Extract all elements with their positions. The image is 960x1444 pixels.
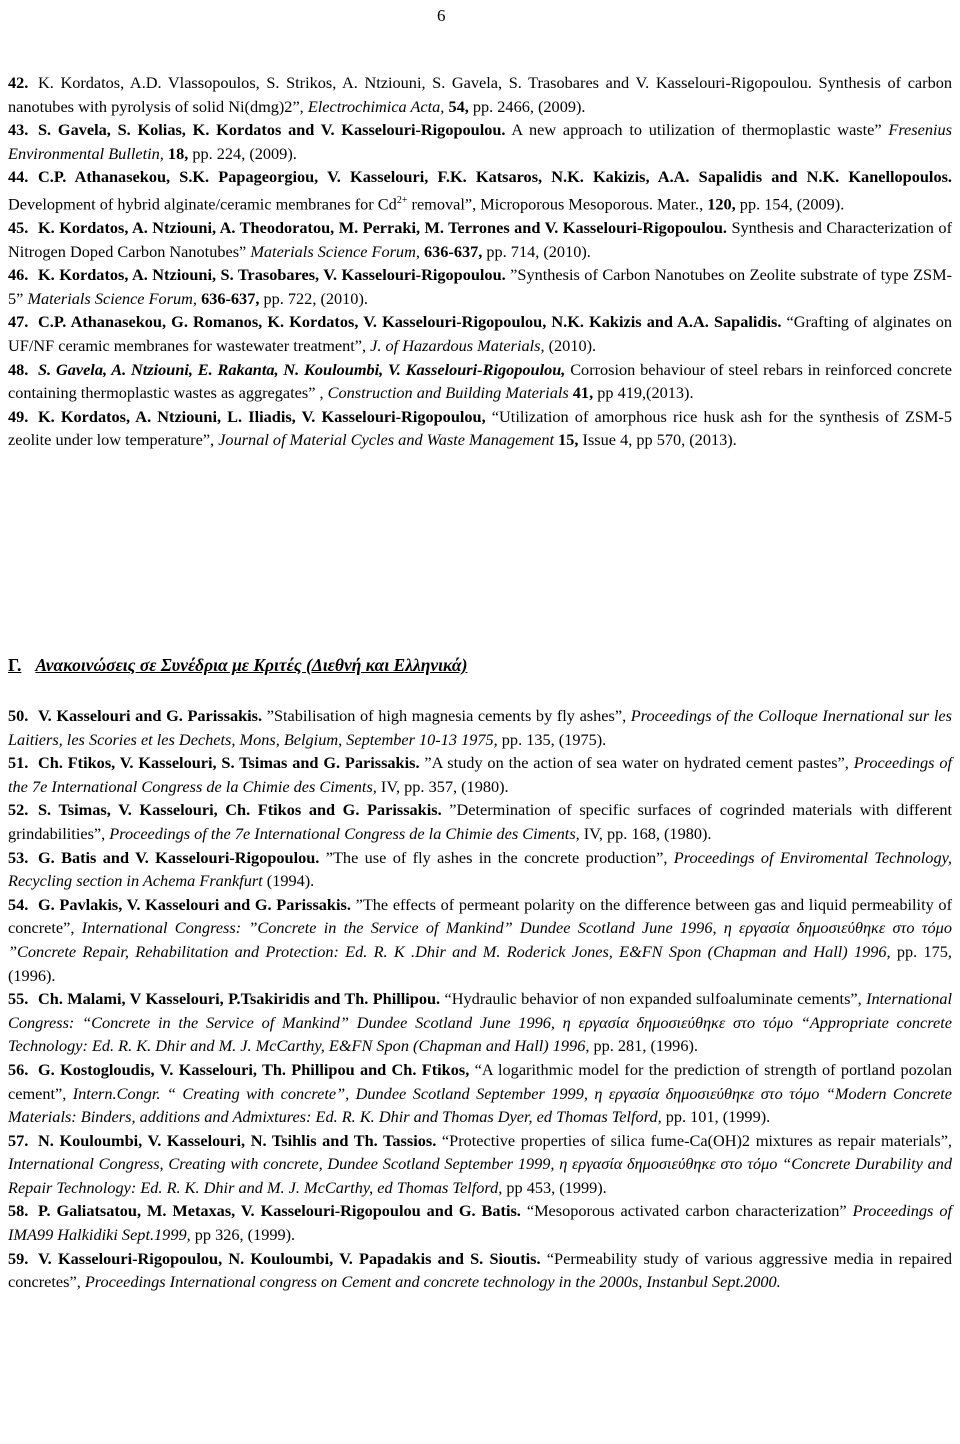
reference-volume: 54, <box>444 96 469 116</box>
reference-49 <box>8 405 952 452</box>
references-block-a <box>8 71 952 452</box>
reference-journal: Journal of Material Cycles and Waste Management <box>214 430 555 450</box>
reference-number: 49. <box>8 406 29 426</box>
reference-title: “Permeability study of various aggressive media in repaired concretes”, <box>8 1248 952 1292</box>
reference-journal: Fresenius Environmental Bulletin, <box>8 120 952 163</box>
reference-50 <box>8 704 952 751</box>
reference-58 <box>8 1199 952 1246</box>
reference-56 <box>8 1058 952 1129</box>
reference-authors: P. Galiatsatou, M. Metaxas, V. Kasselouri-Rigopoulou and G. Batis. <box>38 1201 521 1221</box>
reference-number: 56. <box>8 1059 29 1079</box>
reference-title: Synthesis of carbon nanotubes with pyrolysis of solid Ni(dmg)2”, <box>8 73 952 116</box>
reference-journal: J. of Hazardous Materials, <box>366 335 545 355</box>
reference-number: 54. <box>8 894 29 914</box>
references-block-b <box>8 704 952 1294</box>
reference-pages: (2010). <box>544 335 597 355</box>
reference-authors: K. Kordatos, A.D. Vlassopoulos, S. Strikos, A. Ntziouni, S. Gavela, S. Trasobares and V. Kasselouri-Rigopoulou. <box>38 73 812 92</box>
reference-journal: International Congress, Creating with concrete, Dundee Scotland September 1999, η εργασία δημοσιεύθηκε στο τόμο “Concrete Durability and Repair Technology: Ed. R. K. Dhir and M. J. McCarthy, ed Thomas Telford, <box>8 1154 952 1197</box>
reference-55 <box>8 987 952 1058</box>
reference-pages: pp 453, (1999). <box>502 1177 607 1197</box>
reference-pages: IV, pp. 168, (1980). <box>579 823 712 843</box>
reference-46 <box>8 263 952 310</box>
reference-number: 42. <box>8 73 29 92</box>
reference-volume: 18, <box>163 143 189 163</box>
reference-title: “Grafting of alginates on UF/NF ceramic membranes for wastewater treatment”, <box>8 312 952 355</box>
reference-pages: pp. 714, (2010). <box>482 241 591 261</box>
reference-52 <box>8 798 952 845</box>
reference-authors: G. Batis and V. Kasselouri-Rigopoulou. <box>38 847 320 867</box>
reference-number: 53. <box>8 847 29 867</box>
reference-number: 43. <box>8 120 29 140</box>
reference-authors: Ch. Malami, V Kasselouri, P.Tsakiridis and Th. Phillipou. <box>38 989 441 1009</box>
page-number: 6 <box>437 6 446 25</box>
reference-authors: V. Kasselouri and G. Parissakis. <box>38 706 263 725</box>
reference-authors: K. Kordatos, A. Ntziouni, S. Trasobares, V. Kasselouri-Rigopoulou. <box>38 265 506 285</box>
reference-53 <box>8 846 952 893</box>
reference-54 <box>8 893 952 987</box>
reference-authors: G. Pavlakis, V. Kasselouri and G. Parissakis. <box>38 894 351 914</box>
reference-journal: Materials Science Forum, <box>246 241 420 261</box>
reference-title: ”Determination of specific surfaces of cogrinded materials with different grindabilities”, <box>8 800 953 843</box>
reference-journal: Electrochimica Acta, <box>307 96 445 116</box>
reference-pages: pp. 135, (1975). <box>497 729 607 749</box>
reference-pages: pp. 224, (2009). <box>188 143 297 163</box>
reference-title: “A logarithmic model for the prediction of strength of portland pozolan cement”, <box>8 1059 952 1103</box>
reference-number: 46. <box>8 265 29 285</box>
reference-number: 50. <box>8 706 29 725</box>
reference-title: ”Stabilisation of high magnesia cements by fly ashes”, <box>262 706 627 725</box>
reference-title-continued: removal”, Microporous Mesoporous. Mater., <box>407 194 704 214</box>
reference-number: 58. <box>8 1201 29 1221</box>
reference-superscript: 2+ <box>396 194 408 206</box>
reference-authors: V. Kasselouri-Rigopoulou, N. Kouloumbi, V. Papadakis and S. Sioutis. <box>38 1248 541 1268</box>
reference-47 <box>8 310 952 357</box>
reference-journal: Proceedings of the Colloque Inernational sur les Laitiers, les Scories et les Dechets, Mons, Belgium, September 10-13 1975, <box>8 706 952 749</box>
reference-journal: International Congress: ”Concrete in the Service of Mankind” Dundee Scotland June 1996, η εργασία δημοσιεύθηκε στο τόμο ”Concrete Repair, Rehabilitation and Protection: Ed. R. K .Dhir and M. Roderick Jones, E&FN Spon (Chapman and Hall) 1996, <box>8 918 952 961</box>
section-letter: Γ. <box>8 655 22 675</box>
reference-journal: Proceedings of IMA99 Halkidiki Sept.1999, <box>8 1201 953 1245</box>
reference-journal: Proceedings of Enviromental Technology, Recycling section in Achema Frankfurt <box>8 847 952 891</box>
reference-title: Development of hybrid alginate/ceramic membranes for Cd <box>8 194 397 214</box>
reference-volume: 636-637, <box>419 241 483 261</box>
reference-42 <box>8 71 952 118</box>
reference-pages: pp 326, (1999). <box>190 1225 296 1245</box>
reference-authors: N. Kouloumbi, V. Kasselouri, N. Tsihlis and Th. Tassios. <box>38 1130 437 1150</box>
reference-number: 51. <box>8 753 29 773</box>
reference-57 <box>8 1129 952 1200</box>
reference-journal: Construction and Building Materials <box>323 383 569 403</box>
reference-title: “Protective properties of silica fume-Ca(OH)2 mixtures as repair materials”, <box>436 1130 952 1150</box>
reference-number: 44. <box>8 167 29 187</box>
reference-pages: pp. 154, (2009). <box>735 194 845 214</box>
reference-authors: S. Gavela, S. Kolias, K. Kordatos and V. Kasselouri-Rigopoulou. <box>38 120 506 140</box>
reference-pages: pp. 101, (1999). <box>661 1107 771 1127</box>
reference-volume: 41, <box>568 383 594 403</box>
reference-pages: pp 419,(2013). <box>593 383 694 403</box>
reference-pages: pp. 722, (2010). <box>259 288 368 308</box>
reference-title: Corrosion behaviour of steel rebars in reinforced concrete containing thermoplastic wastes as aggregates” , <box>8 359 952 403</box>
reference-authors: S. Gavela, A. Ntziouni, E. Rakanta, N. Kouloumbi, V. Kasselouri-Rigopoulou, <box>38 359 566 379</box>
reference-authors: K. Kordatos, A. Ntziouni, A. Theodoratou, M. Perraki, M. Terrones and V. Kasselouri-Rigopoulou. <box>38 217 727 237</box>
reference-48 <box>8 358 952 405</box>
reference-45 <box>8 216 952 263</box>
reference-title: Synthesis and Characterization of Nitrogen Doped Carbon Nanotubes” <box>8 217 952 261</box>
reference-43 <box>8 118 952 165</box>
reference-authors: S. Tsimas, V. Kasselouri, Ch. Ftikos and G. Parissakis. <box>38 800 442 820</box>
reference-authors: K. Kordatos, A. Ntziouni, L. Iliadis, V. Kasselouri-Rigopoulou, <box>38 406 486 426</box>
reference-journal: Materials Science Forum, <box>23 288 197 308</box>
reference-journal: International Congress: “Concrete in the Service of Mankind” Dundee Scotland June 1996, η εργασία δημοσιεύθηκε στο τόμο “Appropriate concrete Technology: Ed. R. K. Dhir and M. J. McCarthy, E&FN Spon (Chapman and Hall) 1996, <box>8 989 953 1056</box>
reference-59 <box>8 1247 952 1294</box>
reference-journal: Intern.Congr. “ Creating with concrete”, Dundee Scotland September 1999, η εργασία δημοσιεύθηκε στο τόμο “Modern Concrete Materials: Binders, additions and Admixtures: Ed. R. K. Dhir and Thomas Dyer, ed Thomas Telford, <box>8 1083 952 1127</box>
reference-number: 55. <box>8 989 29 1009</box>
reference-authors: G. Kostogloudis, V. Kasselouri, Th. Phillipou and Ch. Ftikos, <box>38 1059 470 1079</box>
reference-number: 59. <box>8 1248 29 1268</box>
reference-title: “Utilization of amorphous rice husk ash for the synthesis of ZSM-5 zeolite under low temperature”, <box>8 406 952 450</box>
reference-pages: (1994). <box>262 871 315 891</box>
reference-number: 57. <box>8 1130 29 1150</box>
reference-journal: Proceedings of the 7e International Congress de la Chimie des Ciments, <box>105 823 580 843</box>
reference-number: 47. <box>8 312 29 332</box>
reference-title: A new approach to utilization of thermoplastic waste” <box>505 120 882 140</box>
reference-title: ”A study on the action of sea water on hydrated cement pastes”, <box>419 753 849 773</box>
reference-number: 45. <box>8 217 29 237</box>
reference-authors: C.P. Athanasekou, S.K. Papageorgiou, V. Kasselouri, F.K. Katsaros, N.K. Kakizis, A.A. Sapalidis and N.K. Kanellopoulos. <box>38 167 952 187</box>
reference-journal: Proceedings International congress on Cement and concrete technology in the 2000s, Instanbul Sept.2000. <box>80 1272 781 1292</box>
reference-pages: pp. 175, (1996). <box>8 941 953 985</box>
reference-title: “Mesoporous activated carbon characterization” <box>520 1201 847 1221</box>
section-title: Ανακοινώσεις σε Συνέδρια με Κριτές (Διεθνή και Ελληνικά) <box>35 655 468 675</box>
section-heading <box>8 655 467 676</box>
reference-pages: Issue 4, pp 570, (2013). <box>578 430 737 450</box>
reference-number: 52. <box>8 800 29 820</box>
reference-title: ”The effects of permeant polarity on the difference between gas and liquid permeability of concrete”, <box>8 894 952 938</box>
reference-volume: 15, <box>554 430 579 450</box>
reference-pages: pp. 2466, (2009). <box>468 96 586 116</box>
reference-title: ”Synthesis of Carbon Nanotubes on Zeolite substrate of type ZSM- 5” <box>8 265 953 308</box>
reference-title: ”The use of fly ashes in the concrete production”, <box>319 847 668 867</box>
reference-number: 48. <box>8 359 29 379</box>
reference-title: “Hydraulic behavior of non expanded sulfoaluminate cements”, <box>440 989 862 1009</box>
reference-authors: Ch. Ftikos, V. Kasselouri, S. Tsimas and G. Parissakis. <box>38 753 420 773</box>
reference-44 <box>8 165 952 216</box>
reference-pages: IV, pp. 357, (1980). <box>376 776 509 796</box>
reference-volume: 636-637, <box>197 288 260 308</box>
reference-51 <box>8 751 952 798</box>
reference-volume: 120, <box>703 194 736 214</box>
reference-journal: Proceedings of the 7e International Congress de la Chimie des Ciments, <box>8 753 952 796</box>
reference-pages: pp. 281, (1996). <box>589 1036 698 1056</box>
reference-authors: C.P. Athanasekou, G. Romanos, K. Kordatos, V. Kasselouri-Rigopoulou, N.K. Kakizis and A.A. Sapalidis. <box>38 312 782 332</box>
